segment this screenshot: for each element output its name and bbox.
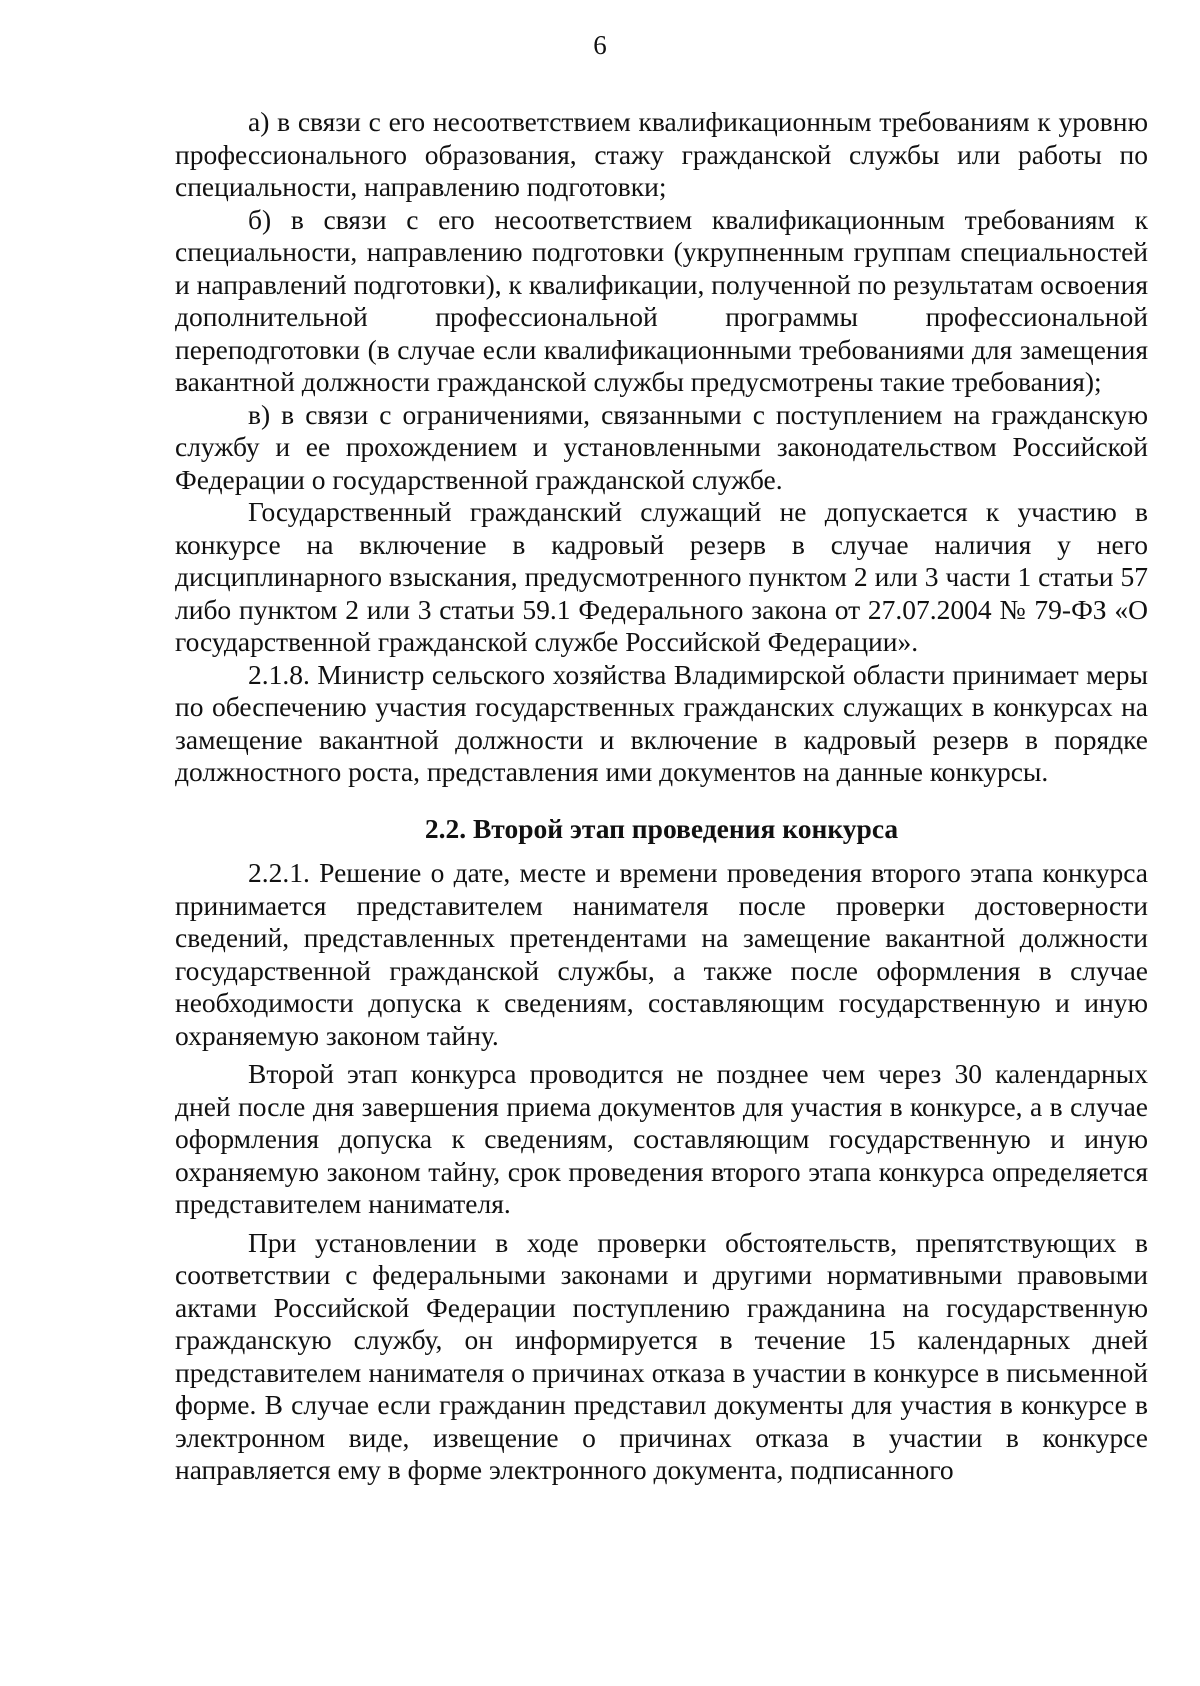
paragraph-refusal-notice: При установлении в ходе проверки обстоятельств, препятствующих в соответствии с федеральными законами и другими нормативными правовыми актами Российской Федерации поступлению гражданина на государственную гражданскую службу, он информируется в течение 15 календарных дней представителем нанимателя о причинах отказа в участии в конкурсе в письменной форме. В случае если гражданин представил документы для участия в конкурсе в электронном виде, извещение о причинах отказа в участии в конкурсе направляется ему в форме электронного документа, подписанного — [175, 1226, 1148, 1485]
paragraph-item-b: б) в связи с его несоответствием квалификационным требованиям к специальности, направлению подготовки (укрупненным группам специальностей и направлений подготовки), к квалификации, полученной по результатам освоения дополнительной профессиональной программы профессиональной переподготовки (в случае если квалификационными требованиями для замещения вакантной должности гражданской службы предусмотрены такие требования); — [175, 203, 1148, 397]
paragraph-disciplinary: Государственный гражданский служащий не допускается к участию в конкурсе на включение в кадровый резерв в случае наличия у него дисциплинарного взыскания, предусмотренного пунктом 2 или 3 части 1 статьи 57 либо пунктом 2 или 3 статьи 59.1 Федерального закона от 27.07.2004 № 79-ФЗ «О государственной гражданской службе Российской Федерации». — [175, 496, 1148, 657]
paragraph-2-1-8: 2.1.8. Министр сельского хозяйства Владимирской области принимает меры по обеспечению участия государственных гражданских служащих в конкурсах на замещение вакантной должности и включение в кадровый резерв в порядке должностного роста, представления ими документов на данные конкурсы. — [175, 658, 1148, 787]
paragraph-2-2-1: 2.2.1. Решение о дате, месте и времени проведения второго этапа конкурса принимается представителем нанимателя после проверки достоверности сведений, представленных претендентами на замещение вакантной должности государственной гражданской службы, а также после оформления в случае необходимости допуска к сведениям, составляющим государственную и иную охраняемую законом тайну. — [175, 857, 1148, 1051]
paragraph-item-v: в) в связи с ограничениями, связанными с поступлением на гражданскую службу и ее прохождением и установленными законодательством Российской Федерации о государственной гражданской службе. — [175, 398, 1148, 495]
document-body — [175, 106, 1148, 1487]
paragraph-second-stage-deadline: Второй этап конкурса проводится не позднее чем через 30 календарных дней после дня завершения приема документов для участия в конкурсе, а в случае оформления допуска к сведениям, составляющим государственную и иную охраняемую законом тайну, срок проведения второго этапа конкурса определяется представителем нанимателя. — [175, 1058, 1148, 1219]
page-number: 6 — [593, 30, 607, 60]
section-heading: 2.2. Второй этап проведения конкурса — [424, 812, 899, 844]
paragraph-item-a: а) в связи с его несоответствием квалификационным требованиям к уровню профессионального образования, стажу гражданской службы или работы по специальности, направлению подготовки; — [175, 106, 1148, 202]
